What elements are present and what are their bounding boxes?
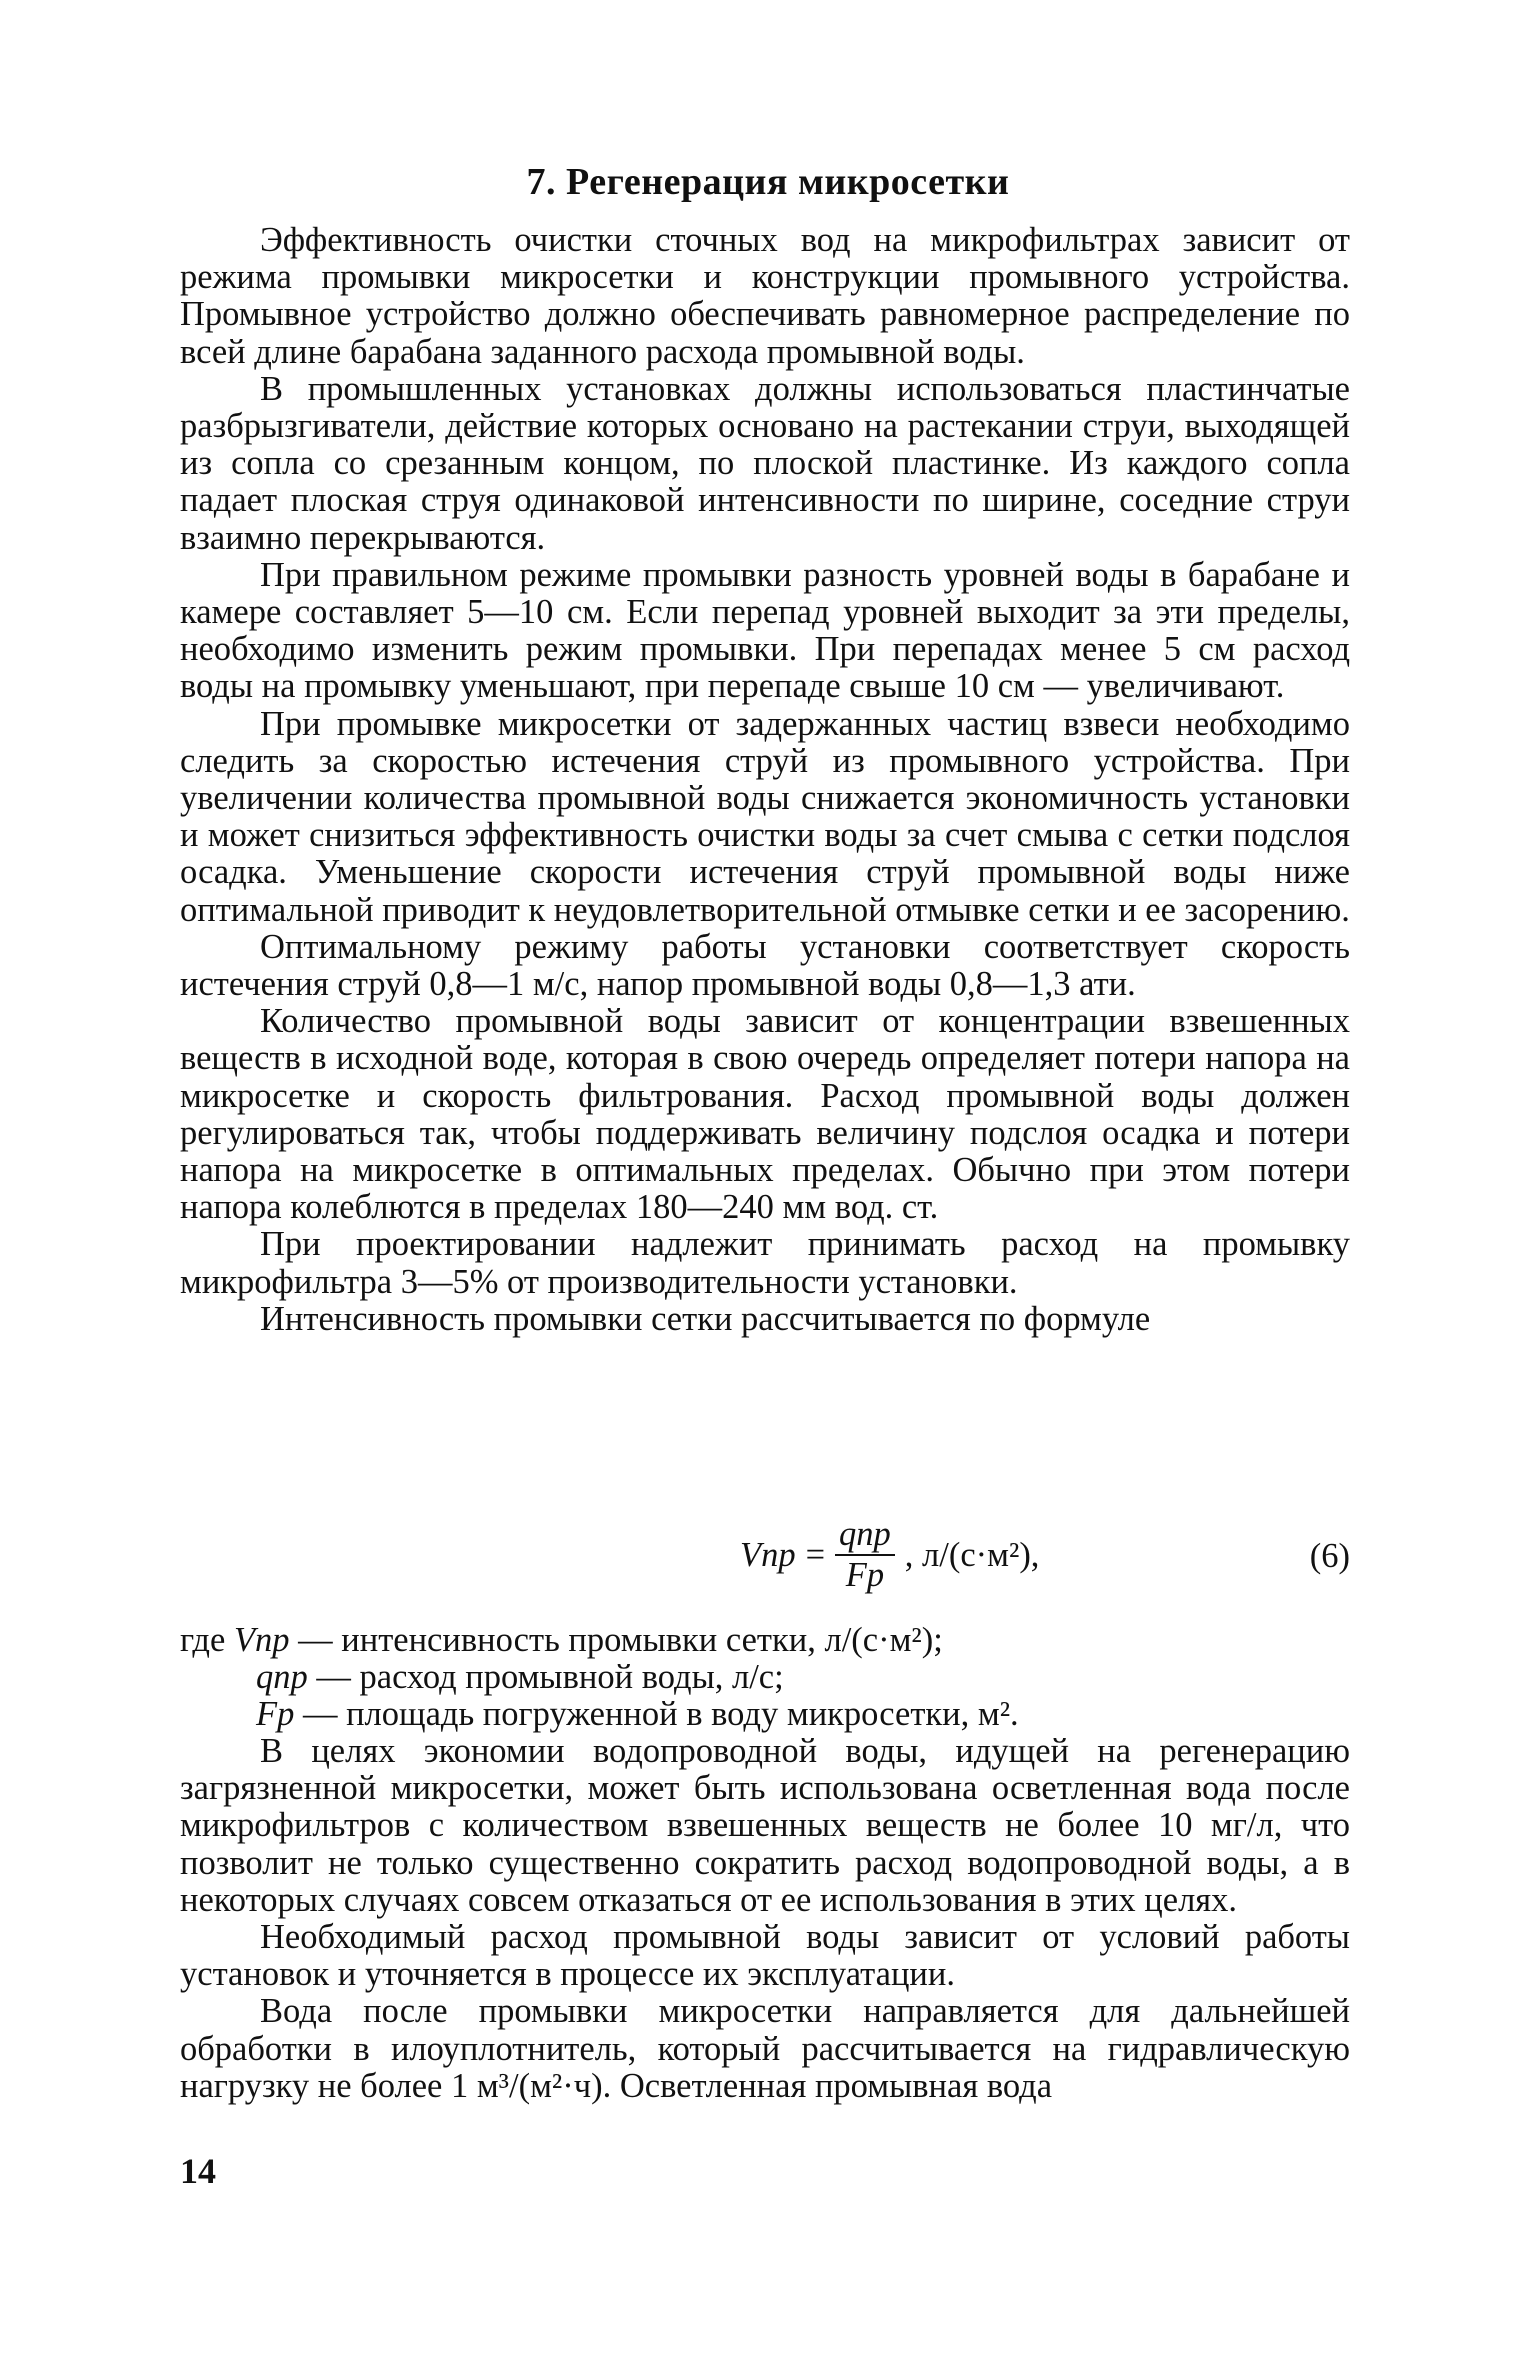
formula-fraction xyxy=(835,1515,895,1595)
paragraph: При правильном режиме промывки разность уровней воды в барабане и камере составляет 5—10 см. Если перепад уровней выходит за эти пределы, необходимо изменить режим промывки. При перепадах менее 5 см расход воды на промывку уменьшают, при перепаде свыше 10 см — увеличивают. xyxy=(180,555,1350,706)
paragraph: При промывке микросетки от задержанных частиц взвеси необходимо следить за скоростью истечения струй из промывного устройства. При увеличении количества промывной воды снижается экономичность установки и может снизиться эффективность очистки воды за счет смыва с сетки подслоя осадка. Уменьшение скорости истечения струй промывной воды ниже оптимальной приводит к неудовлетворительной отмывке сетки и ее засорению. xyxy=(180,704,1350,929)
paragraph: Вода после промывки микросетки направляется для дальнейшей обработки в илоуплотнитель, который рассчитывается на гидравлическую нагрузку не более 1 м³/(м²·ч). Осветленная промывная вода xyxy=(180,1992,1350,2105)
definition-row xyxy=(180,1659,1350,1696)
paragraph: Количество промывной воды зависит от концентрации взвешенных веществ в исходной воде, которая в свою очередь определяет потери напора на микросетке и скорость фильтрования. Расход промывной воды должен регулироваться так, чтобы поддерживать величину подслоя осадка и потери напора на микросетке в оптимальных пределах. Обычно при этом потери напора колеблются в пределах 180—240 мм вод. ст. xyxy=(180,1002,1350,1227)
symbol-definitions xyxy=(180,1622,1350,1734)
formula-6 xyxy=(180,1515,1350,1605)
definition-symbol: Fр xyxy=(256,1695,295,1734)
formula-units: , л/(с·м²), xyxy=(904,1535,1040,1574)
page-number: 14 xyxy=(180,2151,216,2191)
definition-symbol: Vпр xyxy=(233,1621,290,1659)
definition-prefix: где xyxy=(180,1621,234,1659)
formula-numerator: qпр xyxy=(835,1515,895,1556)
definition-row xyxy=(180,1696,1350,1733)
paragraph: Интенсивность промывки сетки рассчитывается по формуле xyxy=(260,1299,1151,1338)
body-text-lower xyxy=(180,1733,1350,2105)
paragraph: При проектировании надлежит принимать расход на промывку микрофильтра 3—5% от производительности установки. xyxy=(180,1225,1350,1301)
definition-row xyxy=(180,1622,1350,1659)
paragraph: В промышленных установках должны использоваться пластинчатые разбрызгиватели, действие которых основано на растекании струи, выходящей из сопла со срезанным концом, по плоской пластинке. Из каждого сопла падает плоская струя одинаковой интенсивности по ширине, соседние струи взаимно перекрываются. xyxy=(180,369,1350,557)
paragraph: Эффективность очистки сточных вод на микрофильтрах зависит от режима промывки микросетки и конструкции промывного устройства. Промывное устройство должно обеспечивать равномерное распределение по всей длине барабана заданного расхода промывной воды. xyxy=(180,221,1350,371)
paragraph: В целях экономии водопроводной воды, идущей на регенерацию загрязненной микросетки, может быть использована осветленная вода после микрофильтров с количеством взвешенных веществ не более 10 мг/л, что позволит не только существенно сократить расход водопроводной воды, а в некоторых случаях совсем отказаться от ее использования в этих целях. xyxy=(180,1732,1350,1919)
definition-text: — расход промывной воды, л/с; xyxy=(307,1658,784,1697)
definition-text: — интенсивность промывки сетки, л/(с·м²); xyxy=(289,1621,943,1659)
formula-number: (6) xyxy=(1309,1537,1350,1575)
definition-symbol: qпр xyxy=(256,1658,308,1697)
paragraph: Оптимальному режиму работы установки соответствует скорость истечения струй 0,8—1 м/с, напор промывной воды 0,8—1,3 ати. xyxy=(180,927,1350,1004)
formula-lhs: Vпр xyxy=(740,1535,796,1574)
section-heading: 7. Регенерация микросетки xyxy=(526,161,1010,203)
formula-equals: = xyxy=(805,1535,826,1574)
formula-denominator: Fр xyxy=(845,1556,885,1594)
definition-text: — площадь погруженной в воду микросетки, м². xyxy=(294,1695,1019,1734)
formula-expression xyxy=(740,1515,1039,1595)
body-text-upper xyxy=(180,222,1350,1338)
paragraph: Необходимый расход промывной воды зависит от условий работы установок и уточняется в процессе их эксплуатации. xyxy=(180,1918,1350,1994)
